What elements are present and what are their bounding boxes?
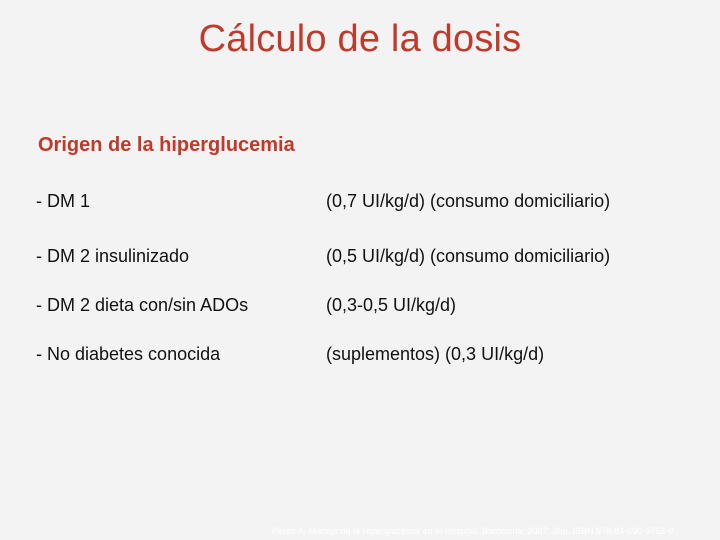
row-label: - DM 2 dieta con/sin ADOs <box>36 295 249 315</box>
row-label: - DM 2 insulinizado <box>36 246 190 266</box>
row-value: (0,3-0,5 UI/kg/d) <box>326 295 457 315</box>
row-value: (0,5 UI/kg/d) (consumo domiciliario) <box>326 246 611 266</box>
dose-row-dm2-insulinizado <box>0 246 720 272</box>
dose-row-no-diabetes <box>0 344 720 370</box>
dose-row-dm1 <box>0 191 720 217</box>
row-label: - No diabetes conocida <box>36 344 221 364</box>
section-heading: Origen de la hiperglucemia <box>38 134 295 156</box>
row-value: (0,7 UI/kg/d) (consumo domiciliario) <box>326 191 611 211</box>
row-label: - DM 1 <box>36 191 90 211</box>
slide-title: Cálculo de la dosis <box>198 18 522 60</box>
footer-citation: Pérez A. Manejo de la Hiperglucemia en el Hospital. Barcelona: 2007: 35p. ISBN 978-84-690-9752-9 <box>272 526 674 536</box>
row-value: (suplementos) (0,3 UI/kg/d) <box>326 344 545 364</box>
dose-row-dm2-dieta <box>0 295 720 321</box>
